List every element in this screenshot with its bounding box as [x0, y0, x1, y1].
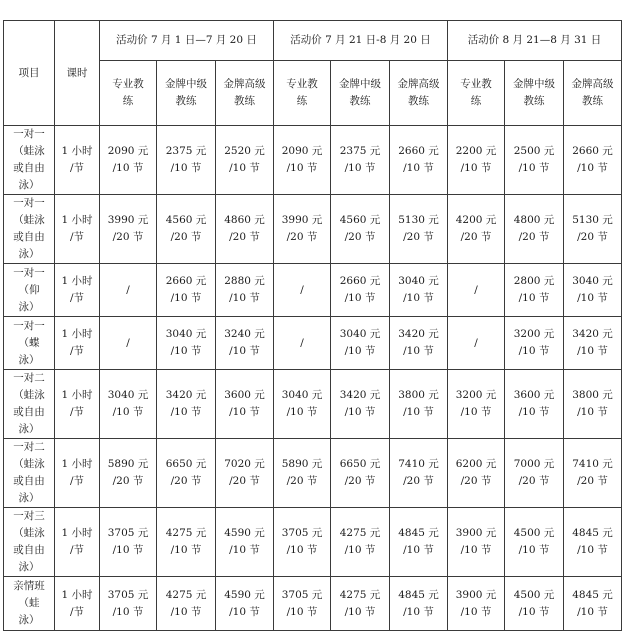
price-cell: 4845 元 /10 节 [564, 577, 622, 631]
price-cell: 7000 元 /20 节 [505, 439, 564, 508]
price-cell: 3240 元 /10 节 [216, 317, 274, 370]
header-level: 金牌高级 教练 [390, 61, 448, 126]
row-item: 亲情班 （蛙 泳） [4, 577, 55, 631]
price-cell: 3420 元 /10 节 [157, 370, 216, 439]
table-row [4, 126, 622, 195]
price-cell: 2880 元 /10 节 [216, 264, 274, 317]
price-cell: 2200 元 /10 节 [448, 126, 505, 195]
price-cell: 3200 元 /10 节 [448, 370, 505, 439]
price-cell: 5890 元 /20 节 [274, 439, 331, 508]
row-item: 一对一 （蝶 泳） [4, 317, 55, 370]
price-cell: 4500 元 /10 节 [505, 577, 564, 631]
price-cell: 3040 元 /10 节 [100, 370, 157, 439]
header-level: 金牌中级 教练 [505, 61, 564, 126]
table-row [4, 370, 622, 439]
price-cell: 4845 元 /10 节 [390, 508, 448, 577]
price-cell: 2660 元 /10 节 [564, 126, 622, 195]
price-cell: 3040 元 /10 节 [274, 370, 331, 439]
header-period-3: 活动价 8 月 21—8 月 31 日 [448, 21, 622, 61]
price-cell: 3040 元 /10 节 [331, 317, 390, 370]
price-cell: 2090 元 /10 节 [274, 126, 331, 195]
price-cell: 2520 元 /10 节 [216, 126, 274, 195]
price-cell: 4800 元 /20 节 [505, 195, 564, 264]
price-cell: 5130 元 /20 节 [390, 195, 448, 264]
price-cell: 7020 元 /20 节 [216, 439, 274, 508]
price-cell: 4845 元 /10 节 [564, 508, 622, 577]
price-cell: / [100, 317, 157, 370]
price-cell: 3800 元 /10 节 [390, 370, 448, 439]
price-cell: 3900 元 /10 节 [448, 577, 505, 631]
price-cell: 5890 元 /20 节 [100, 439, 157, 508]
row-hours: 1 小时 /节 [55, 126, 100, 195]
header-level: 金牌高级 教练 [564, 61, 622, 126]
price-table [3, 20, 622, 631]
header-period-1: 活动价 7 月 1 日—7 月 20 日 [100, 21, 274, 61]
price-cell: 3900 元 /10 节 [448, 508, 505, 577]
price-cell: / [100, 264, 157, 317]
row-hours: 1 小时 /节 [55, 317, 100, 370]
row-item: 一对二 （蛙泳 或自由 泳） [4, 370, 55, 439]
price-cell: 3705 元 /10 节 [274, 508, 331, 577]
price-cell: 3990 元 /20 节 [274, 195, 331, 264]
row-item: 一对二 （蛙泳 或自由 泳） [4, 439, 55, 508]
header-item: 项目 [4, 21, 55, 126]
price-cell: 2375 元 /10 节 [157, 126, 216, 195]
price-cell: 3200 元 /10 节 [505, 317, 564, 370]
row-hours: 1 小时 /节 [55, 439, 100, 508]
header-level: 专业教 练 [274, 61, 331, 126]
price-table-container [3, 20, 622, 631]
table-row [4, 195, 622, 264]
table-row [4, 508, 622, 577]
price-cell: 3990 元 /20 节 [100, 195, 157, 264]
price-cell: 4845 元 /10 节 [390, 577, 448, 631]
price-cell: 4560 元 /20 节 [157, 195, 216, 264]
price-cell: 7410 元 /20 节 [564, 439, 622, 508]
price-cell: / [274, 317, 331, 370]
price-cell: 6650 元 /20 节 [331, 439, 390, 508]
price-cell: 5130 元 /20 节 [564, 195, 622, 264]
header-period-2: 活动价 7 月 21 日-8 月 20 日 [274, 21, 448, 61]
price-cell: 3420 元 /10 节 [564, 317, 622, 370]
price-cell: 4860 元 /20 节 [216, 195, 274, 264]
row-item: 一对一 （蛙泳 或自由 泳） [4, 195, 55, 264]
price-cell: 2660 元 /10 节 [390, 126, 448, 195]
table-row [4, 264, 622, 317]
price-cell: 4590 元 /10 节 [216, 577, 274, 631]
row-hours: 1 小时 /节 [55, 370, 100, 439]
row-hours: 1 小时 /节 [55, 195, 100, 264]
price-cell: 2660 元 /10 节 [331, 264, 390, 317]
price-cell: 4500 元 /10 节 [505, 508, 564, 577]
price-cell: 4275 元 /10 节 [331, 508, 390, 577]
price-cell: 2660 元 /10 节 [157, 264, 216, 317]
row-item: 一对一 （蛙泳 或自由 泳） [4, 126, 55, 195]
price-cell: 3800 元 /10 节 [564, 370, 622, 439]
row-item: 一对一 （仰 泳） [4, 264, 55, 317]
price-cell: 7410 元 /20 节 [390, 439, 448, 508]
price-cell: 3705 元 /10 节 [100, 508, 157, 577]
price-cell: 2090 元 /10 节 [100, 126, 157, 195]
table-body [4, 126, 622, 631]
price-cell: 3600 元 /10 节 [216, 370, 274, 439]
price-cell: 3040 元 /10 节 [157, 317, 216, 370]
price-cell: 4275 元 /10 节 [157, 508, 216, 577]
price-cell: / [274, 264, 331, 317]
price-cell: 2375 元 /10 节 [331, 126, 390, 195]
header-row-periods [4, 21, 622, 61]
price-cell: / [448, 264, 505, 317]
price-cell: 3705 元 /10 节 [100, 577, 157, 631]
price-cell: 3040 元 /10 节 [390, 264, 448, 317]
row-hours: 1 小时 /节 [55, 508, 100, 577]
price-cell: 2500 元 /10 节 [505, 126, 564, 195]
header-level: 专业教 练 [448, 61, 505, 126]
price-cell: 3705 元 /10 节 [274, 577, 331, 631]
row-item: 一对三 （蛙泳 或自由 泳） [4, 508, 55, 577]
price-cell: 2800 元 /10 节 [505, 264, 564, 317]
price-cell: 3420 元 /10 节 [390, 317, 448, 370]
header-level: 金牌中级 教练 [157, 61, 216, 126]
price-cell: 4275 元 /10 节 [331, 577, 390, 631]
price-cell: 6650 元 /20 节 [157, 439, 216, 508]
price-cell: 4275 元 /10 节 [157, 577, 216, 631]
header-level: 金牌中级 教练 [331, 61, 390, 126]
price-cell: 4200 元 /20 节 [448, 195, 505, 264]
table-row [4, 439, 622, 508]
header-hours: 课时 [55, 21, 100, 126]
price-cell: 3420 元 /10 节 [331, 370, 390, 439]
row-hours: 1 小时 /节 [55, 577, 100, 631]
table-row [4, 317, 622, 370]
price-cell: / [448, 317, 505, 370]
price-cell: 6200 元 /20 节 [448, 439, 505, 508]
row-hours: 1 小时 /节 [55, 264, 100, 317]
table-row [4, 577, 622, 631]
price-cell: 4590 元 /10 节 [216, 508, 274, 577]
price-cell: 3040 元 /10 节 [564, 264, 622, 317]
price-cell: 3600 元 /10 节 [505, 370, 564, 439]
header-level: 专业教 练 [100, 61, 157, 126]
price-cell: 4560 元 /20 节 [331, 195, 390, 264]
header-level: 金牌高级 教练 [216, 61, 274, 126]
